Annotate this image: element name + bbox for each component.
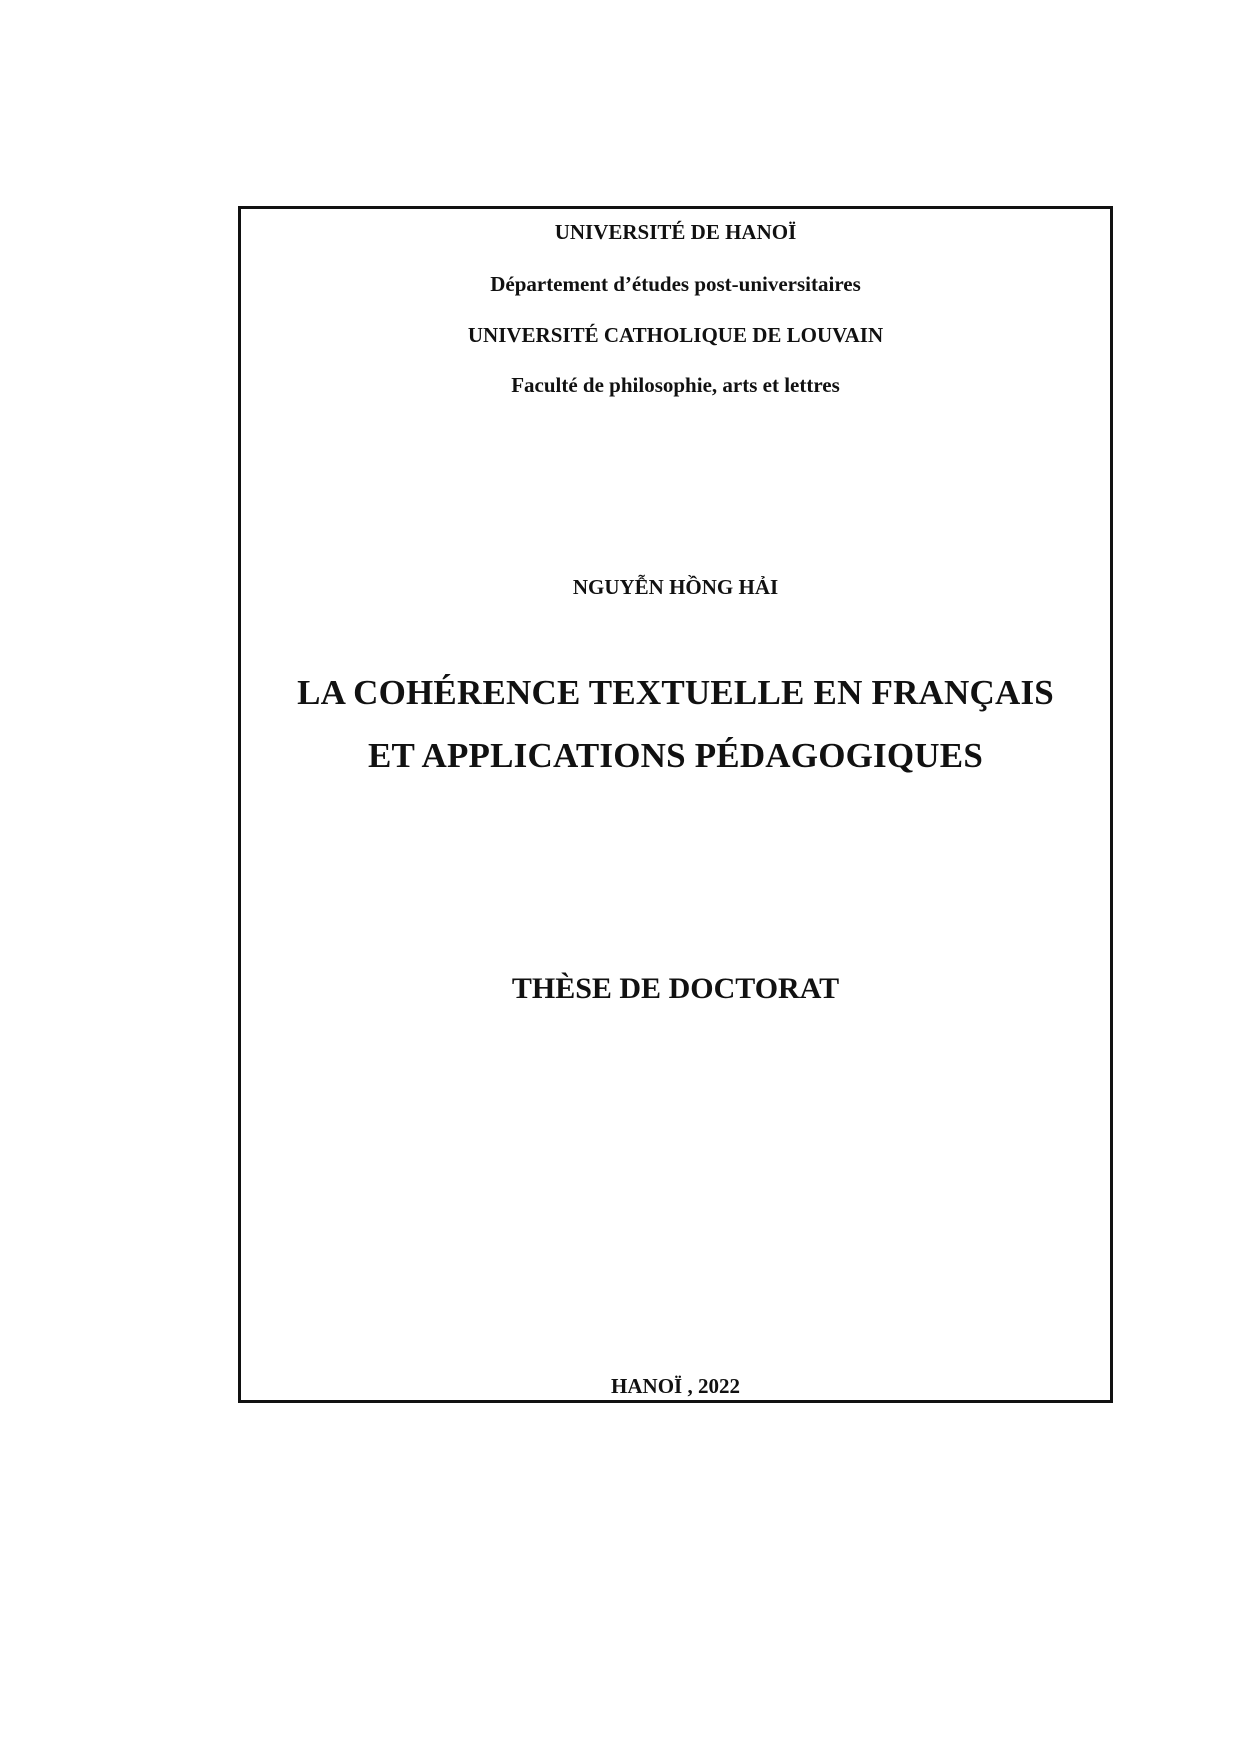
place-year: HANOÏ , 2022 bbox=[611, 1374, 740, 1398]
author-name: NGUYỄN HỒNG HẢI bbox=[572, 575, 779, 599]
university-louvain: UNIVERSITÉ CATHOLIQUE DE LOUVAIN bbox=[467, 323, 884, 347]
thesis-title-line-1: LA COHÉRENCE TEXTUELLE EN FRANÇAIS bbox=[297, 673, 1054, 712]
thesis-title-line-2: ET APPLICATIONS PÉDAGOGIQUES bbox=[368, 736, 983, 775]
university-hanoi: UNIVERSITÉ DE HANOÏ bbox=[554, 220, 797, 244]
faculty-louvain: Faculté de philosophie, arts et lettres bbox=[511, 373, 840, 397]
department-postgrad: Département d’études post-universitaires bbox=[490, 272, 861, 296]
document-type: THÈSE DE DOCTORAT bbox=[511, 972, 840, 1005]
cover-frame bbox=[238, 206, 1113, 1403]
